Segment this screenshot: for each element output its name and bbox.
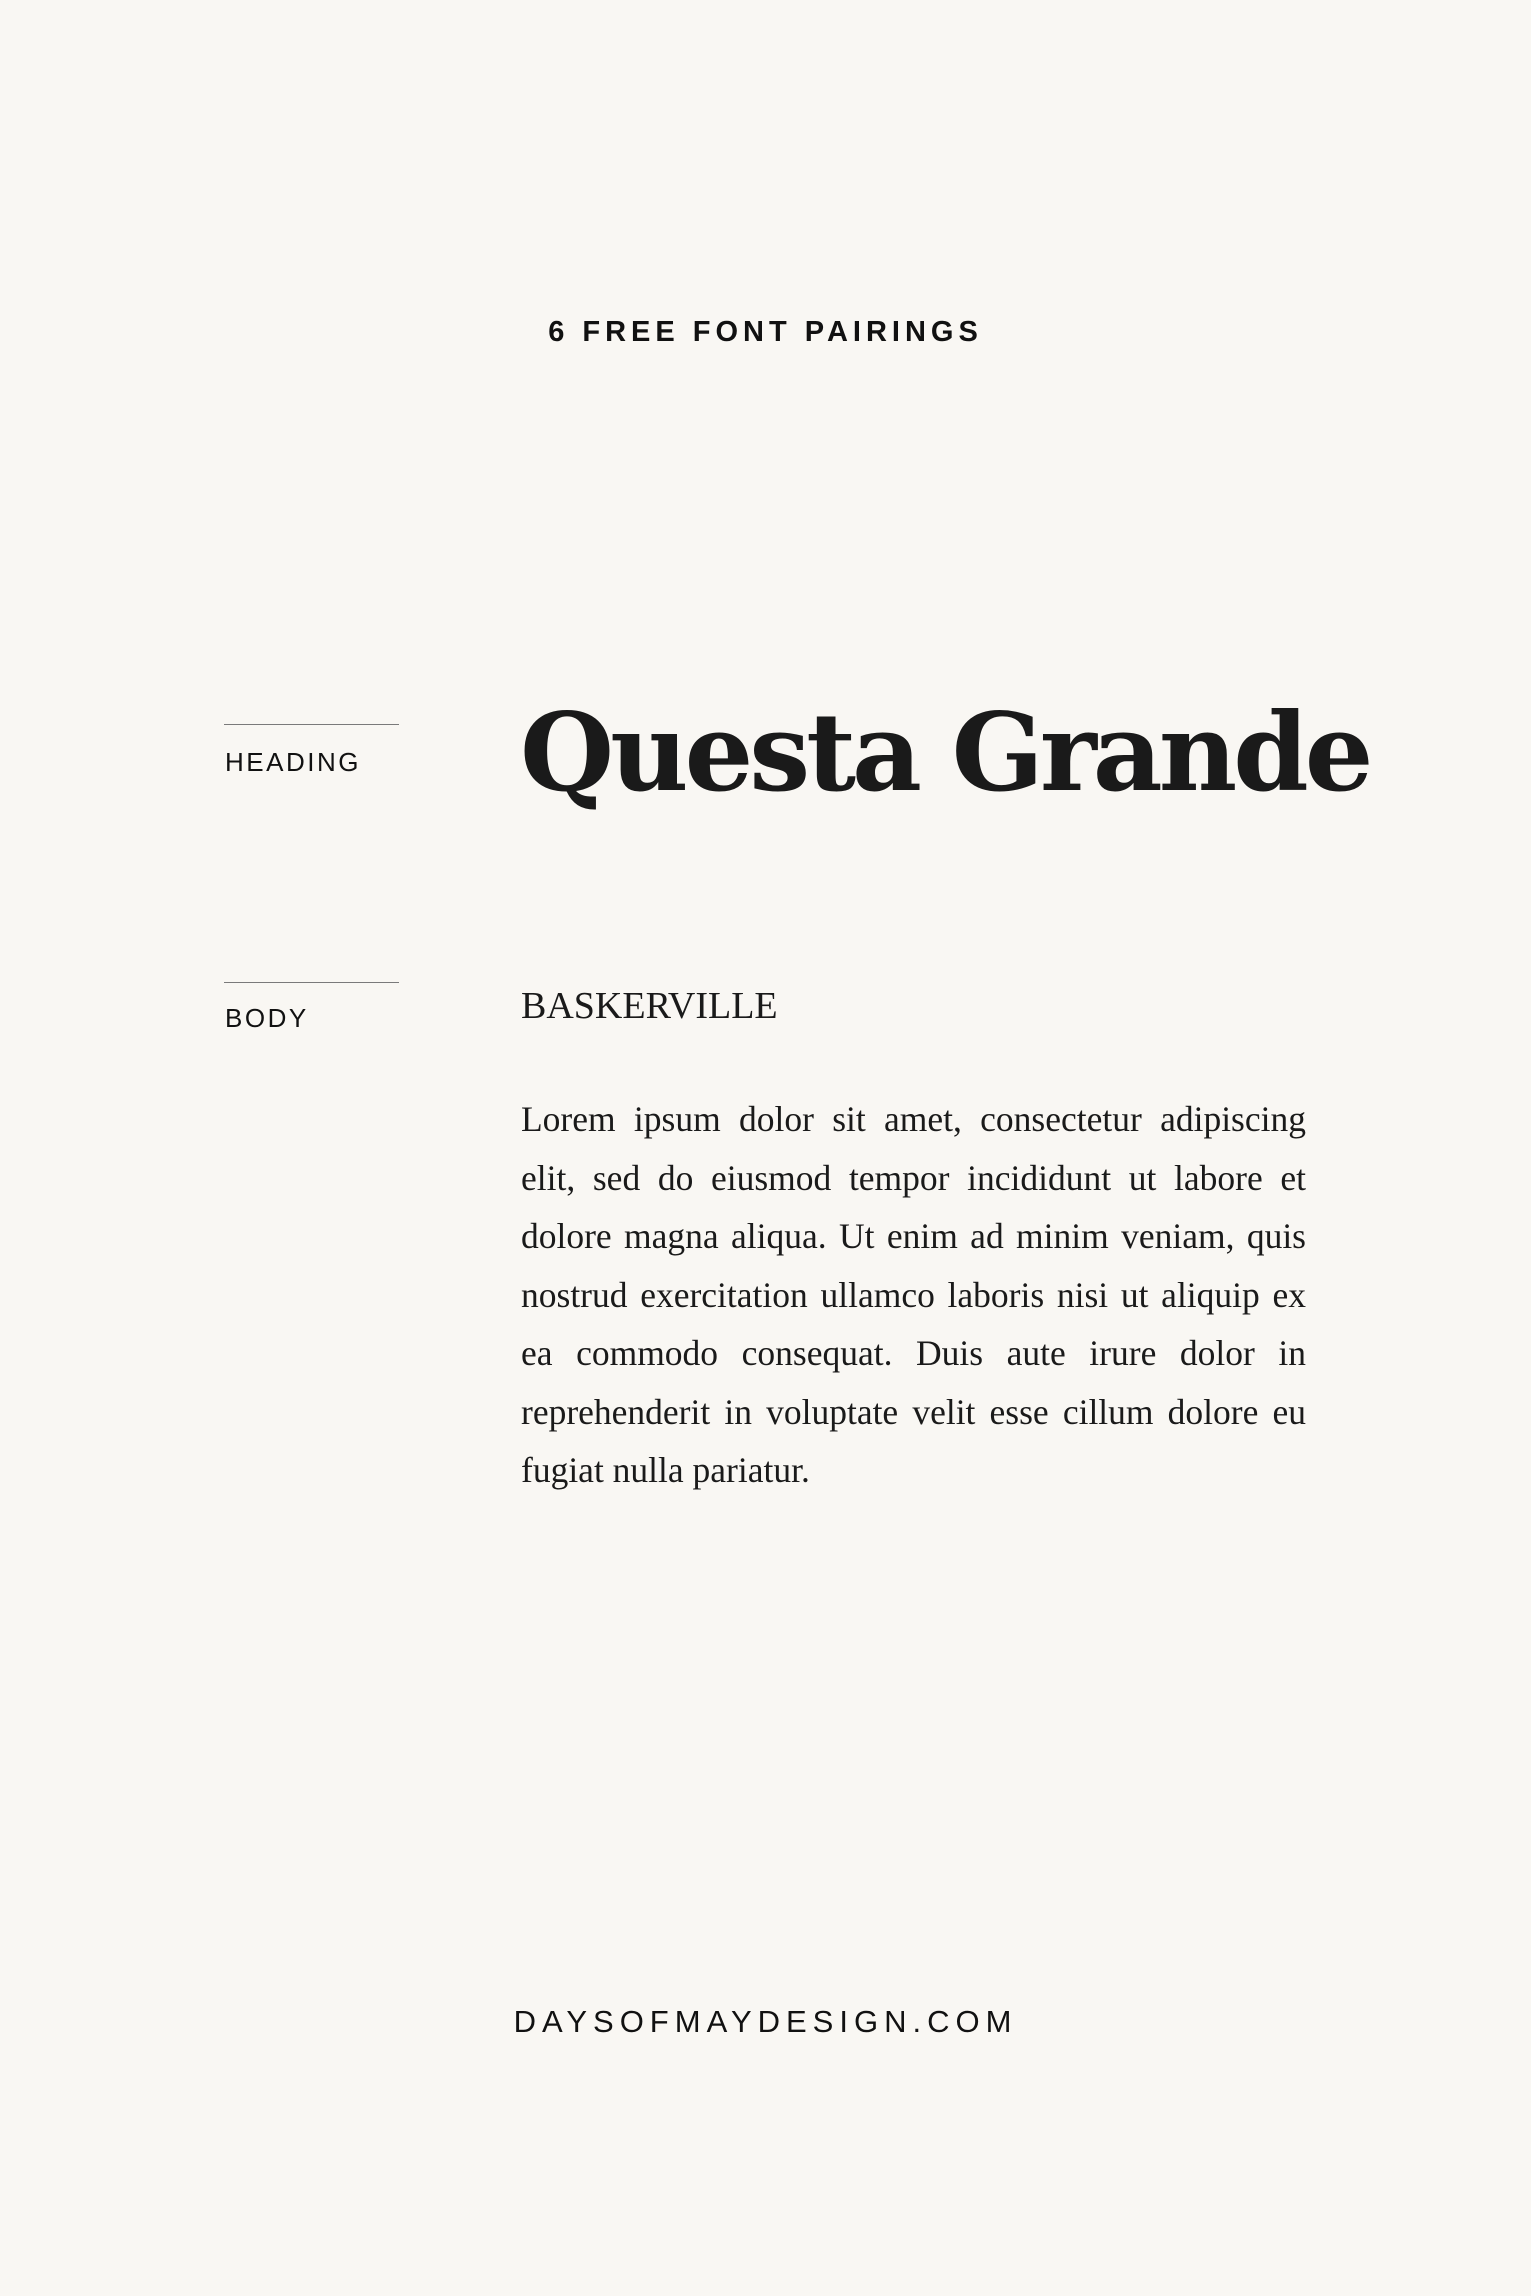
body-sample-paragraph: Lorem ipsum dolor sit amet, consectetur adipiscing elit, sed do eiusmod tempor incididunt ut labore et dolore magna aliqua. Ut enim ad minim veniam, quis nostrud exercitation ullamco laboris nisi ut aliquip ex ea commodo consequat. Duis aute irure dolor in reprehenderit in voluptate velit esse cillum dolore eu fugiat nulla pariatur. (521, 1099, 1306, 1490)
body-divider (224, 982, 399, 983)
heading-font-sample: Questa Grande (520, 690, 1370, 816)
page-title: 6 FREE FONT PAIRINGS (548, 316, 983, 348)
body-font-name: BASKERVILLE (521, 985, 778, 1027)
heading-label: HEADING (225, 747, 361, 777)
body-label: BODY (225, 1003, 309, 1033)
heading-divider (224, 724, 399, 725)
footer-website: DAYSOFMAYDESIGN.COM (513, 2004, 1018, 2039)
